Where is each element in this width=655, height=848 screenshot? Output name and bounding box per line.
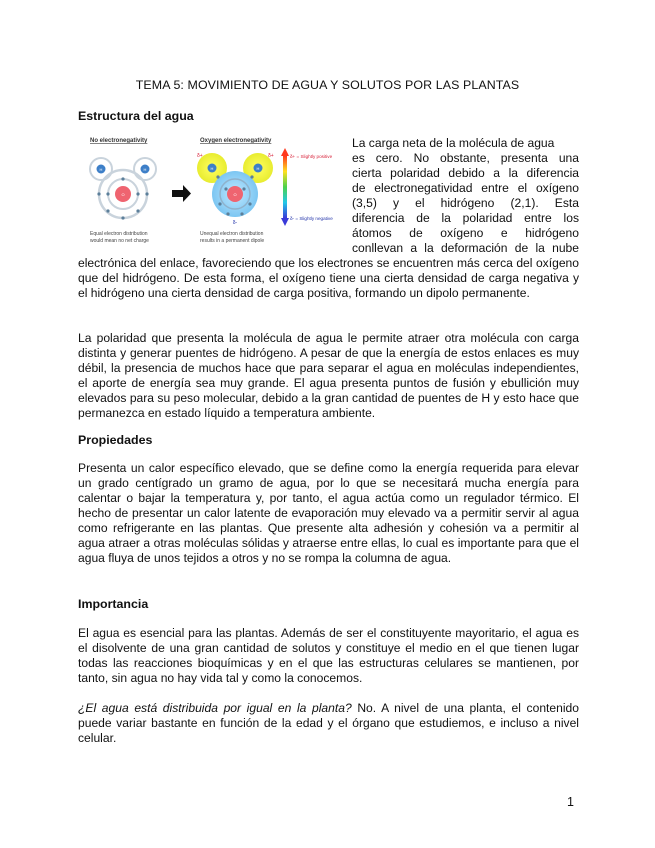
svg-text:O: O [233,192,237,197]
heading-estructura: Estructura del agua [78,109,194,123]
svg-text:H: H [99,167,103,172]
heading-importancia: Importancia [78,597,149,611]
left-caption-title: No electronegativity [90,138,148,144]
answer-text: No. A nivel de una planta, el contenido puede variar bastante en función de la edad y el órgano que estudiemos, e incluso a nivel celular. [78,701,579,745]
svg-text:H: H [210,166,214,171]
svg-text:δ-: δ- [232,220,238,226]
svg-text:δ+: δ+ [268,153,274,159]
narrow-line: cierta polaridad debido a la diferencia [352,166,579,180]
svg-text:H: H [256,166,260,171]
page-title: TEMA 5: MOVIMIENTO DE AGUA Y SOLUTOS POR LAS PLANTAS [135,78,520,92]
narrow-line: conllevan a la deformación de la nube [352,241,579,255]
right-note-2: results in a permanent dipole [200,238,265,244]
heading-propiedades: Propiedades [78,433,153,447]
right-arrow-icon [172,185,191,202]
question-text: ¿El agua está distribuida por igual en la planta? [78,701,352,715]
svg-text:δ+: δ+ [197,153,203,159]
paragraph-estructura-1: electrónica del enlace, favoreciendo que los electrones se encuentren más cerca del oxígeno que del hidrógeno. De esta forma, el oxígeno tiene una cierta densidad de carga negativa y el hidrógeno una cierta densidad de carga positiva, formando un dipolo permanente. [78,256,579,300]
paragraph-estructura-2: La polaridad que presenta la molécula de agua le permite atraer otra molécula con carga distinta y generar puentes de hidrógeno. A pesar de que la energía de estos enlaces es muy débil, la presencia de muchos hace que para separar el agua en moléculas independientes, el aporte de energía sea muy grande. El agua presenta puntos de fusión y ebullición muy elevados para su peso molecular, debido a la gran cantidad de puentes de H y esto hace que permanezca en estado líquido a temperatura ambiente. [78,331,579,420]
right-note-1: Unequal electron distribution [200,231,264,237]
svg-text:O: O [121,192,125,197]
slightly-negative-label: δ- = Slightly negative [290,216,333,221]
narrow-line: diferencia de la polaridad entre los [352,211,579,225]
page-number: 1 [567,795,574,809]
water-electronegativity-diagram [78,132,348,250]
narrow-line: de electronegatividad entre el oxígeno [352,181,579,195]
narrow-line: La carga neta de la molécula de agua [352,136,555,150]
paragraph-importancia-2 [78,701,579,746]
narrow-line: (3,5) y el hidrógeno (2,1). Esta [352,196,579,210]
slightly-positive-label: δ+ = Slightly positive [290,154,333,159]
left-note-1: Equal electron distribution [90,231,148,237]
svg-text:H: H [143,167,147,172]
right-caption-title: Oxygen electronegativity [200,138,272,144]
left-note-2: would mean no net charge [90,238,149,244]
water-molecule-figure [78,132,348,250]
left-molecule [90,158,156,220]
right-molecule [197,153,274,226]
paragraph-propiedades: Presenta un calor específico elevado, que se define como la energía requerida para elevar un grado centígrado un gramo de agua, por lo que se necesitará mucha energía para calentar o bajar la temperatura y, por tanto, el agua actúa como un regulador térmico. El hecho de presentar un calor latente de evaporación muy elevado va a permitir servir al agua como refrigerante en las plantas. Que presente alta adhesión y cohesión va a permitir al agua atraer a otras moléculas sólidas y atraerse entre ellas, lo cual es importante para que el agua fluya de unos tejidos a otros y no se rompa la columna de agua. [78,461,579,565]
paragraph-importancia-1: El agua es esencial para las plantas. Además de ser el constituyente mayoritario, el agua es el disolvente de una gran cantidad de solutos y constituye el medio en el que tienen lugar todas las reacciones bioquímicas y en el que las estructuras celulares se mantienen, por tanto, sin agua no hay vida tal y como la conocemos. [78,626,579,685]
polarity-scale [281,148,333,226]
narrow-line: es cero. No obstante, presenta una [352,151,579,165]
narrow-line: átomos de oxígeno e hidrógeno [352,226,579,240]
